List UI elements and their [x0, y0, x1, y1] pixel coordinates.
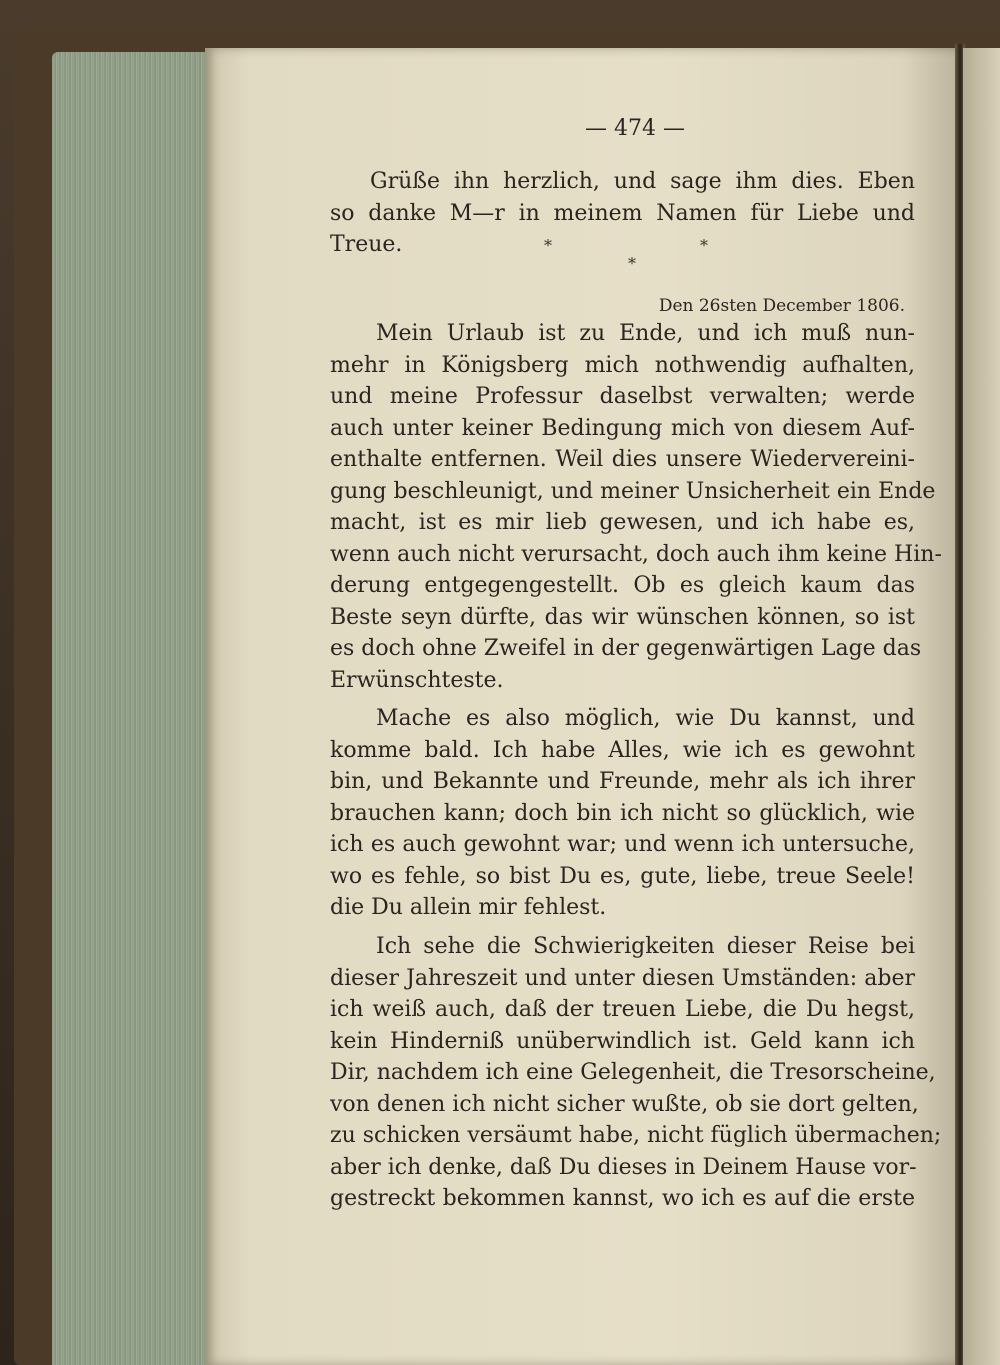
text-line: von denen ich nicht sicher wußte, ob sie dort gelten, — [330, 1091, 919, 1117]
paragraph-2 — [330, 703, 915, 924]
text-line: mehr in Königsberg mich nothwendig aufhalten, — [330, 352, 915, 378]
text-line: Mache es also möglich, wie Du kannst, und — [376, 706, 915, 731]
text-line: gung beschleunigt, und meiner Unsicherheit ein Ende — [330, 478, 936, 504]
page-edges — [52, 52, 212, 1365]
letter-date: Den 26sten December 1806. — [658, 296, 905, 316]
text-line: und meine Professur daselbst verwalten; werde — [330, 384, 915, 409]
text-line: Mein Urlaub ist zu Ende, und ich muß nun- — [376, 321, 915, 346]
text-line: so danke M—r in meinem Namen für Liebe und — [330, 200, 915, 226]
text-line: Grüße ihn herzlich, und sage ihm dies. Eben — [370, 169, 915, 194]
text-line: brauchen kann; doch bin ich nicht so glücklich, wie — [330, 800, 915, 826]
text-line: wenn auch nicht verursacht, doch auch ihm keine Hin- — [330, 541, 942, 567]
text-line: wo es fehle, so bist Du es, gute, liebe, treue Seele! — [330, 863, 915, 889]
text-line: enthalte entfernen. Weil dies unsere Wiedervereini- — [330, 447, 915, 472]
text-line: komme bald. Ich habe Alles, wie ich es gewohnt — [330, 737, 915, 763]
text-line: Dir, nachdem ich eine Gelegenheit, die Tresorscheine, — [330, 1060, 936, 1085]
text-line: dieser Jahreszeit und unter diesen Umständen: aber — [330, 965, 915, 991]
text-line: kein Hinderniß unüberwindlich ist. Geld kann ich — [330, 1028, 915, 1054]
text-line: ich weiß auch, daß der treuen Liebe, die Du hegst, — [330, 997, 915, 1022]
facing-page-edge — [963, 48, 1000, 1365]
text-line: die Du allein mir fehlest. — [330, 895, 607, 920]
text-line: Beste seyn dürfte, das wir wünschen können, so ist — [330, 604, 915, 630]
text-line: zu schicken versäumt habe, nicht füglich übermachen; — [330, 1123, 942, 1148]
text-line: gestreckt bekommen kannst, wo ich es auf die erste — [330, 1186, 915, 1211]
page-number: — 474 — — [585, 116, 685, 141]
text-line: Ich sehe die Schwierigkeiten dieser Reise bei — [376, 934, 915, 959]
text-line: Erwünschteste. — [330, 667, 504, 693]
text-line: ich es auch gewohnt war; und wenn ich untersuche, — [330, 832, 915, 857]
text-line: bin, und Bekannte und Freunde, mehr als ich ihrer — [330, 769, 915, 794]
section-separator: * * * — [544, 236, 708, 273]
paragraph-1 — [330, 318, 942, 696]
text-line: auch unter keiner Bedingung mich von diesem Auf- — [330, 415, 915, 441]
text-line: Treue. — [330, 232, 403, 257]
text-line: macht, ist es mir lieb gewesen, und ich habe es, — [330, 510, 915, 535]
text-line: derung entgegengestellt. Ob es gleich kaum das — [330, 573, 915, 598]
text-line: es doch ohne Zweifel in der gegenwärtigen Lage das — [330, 636, 922, 661]
paragraph-3 — [330, 931, 942, 1215]
text-line: aber ich denke, daß Du dieses in Deinem Hause vor- — [330, 1154, 917, 1180]
